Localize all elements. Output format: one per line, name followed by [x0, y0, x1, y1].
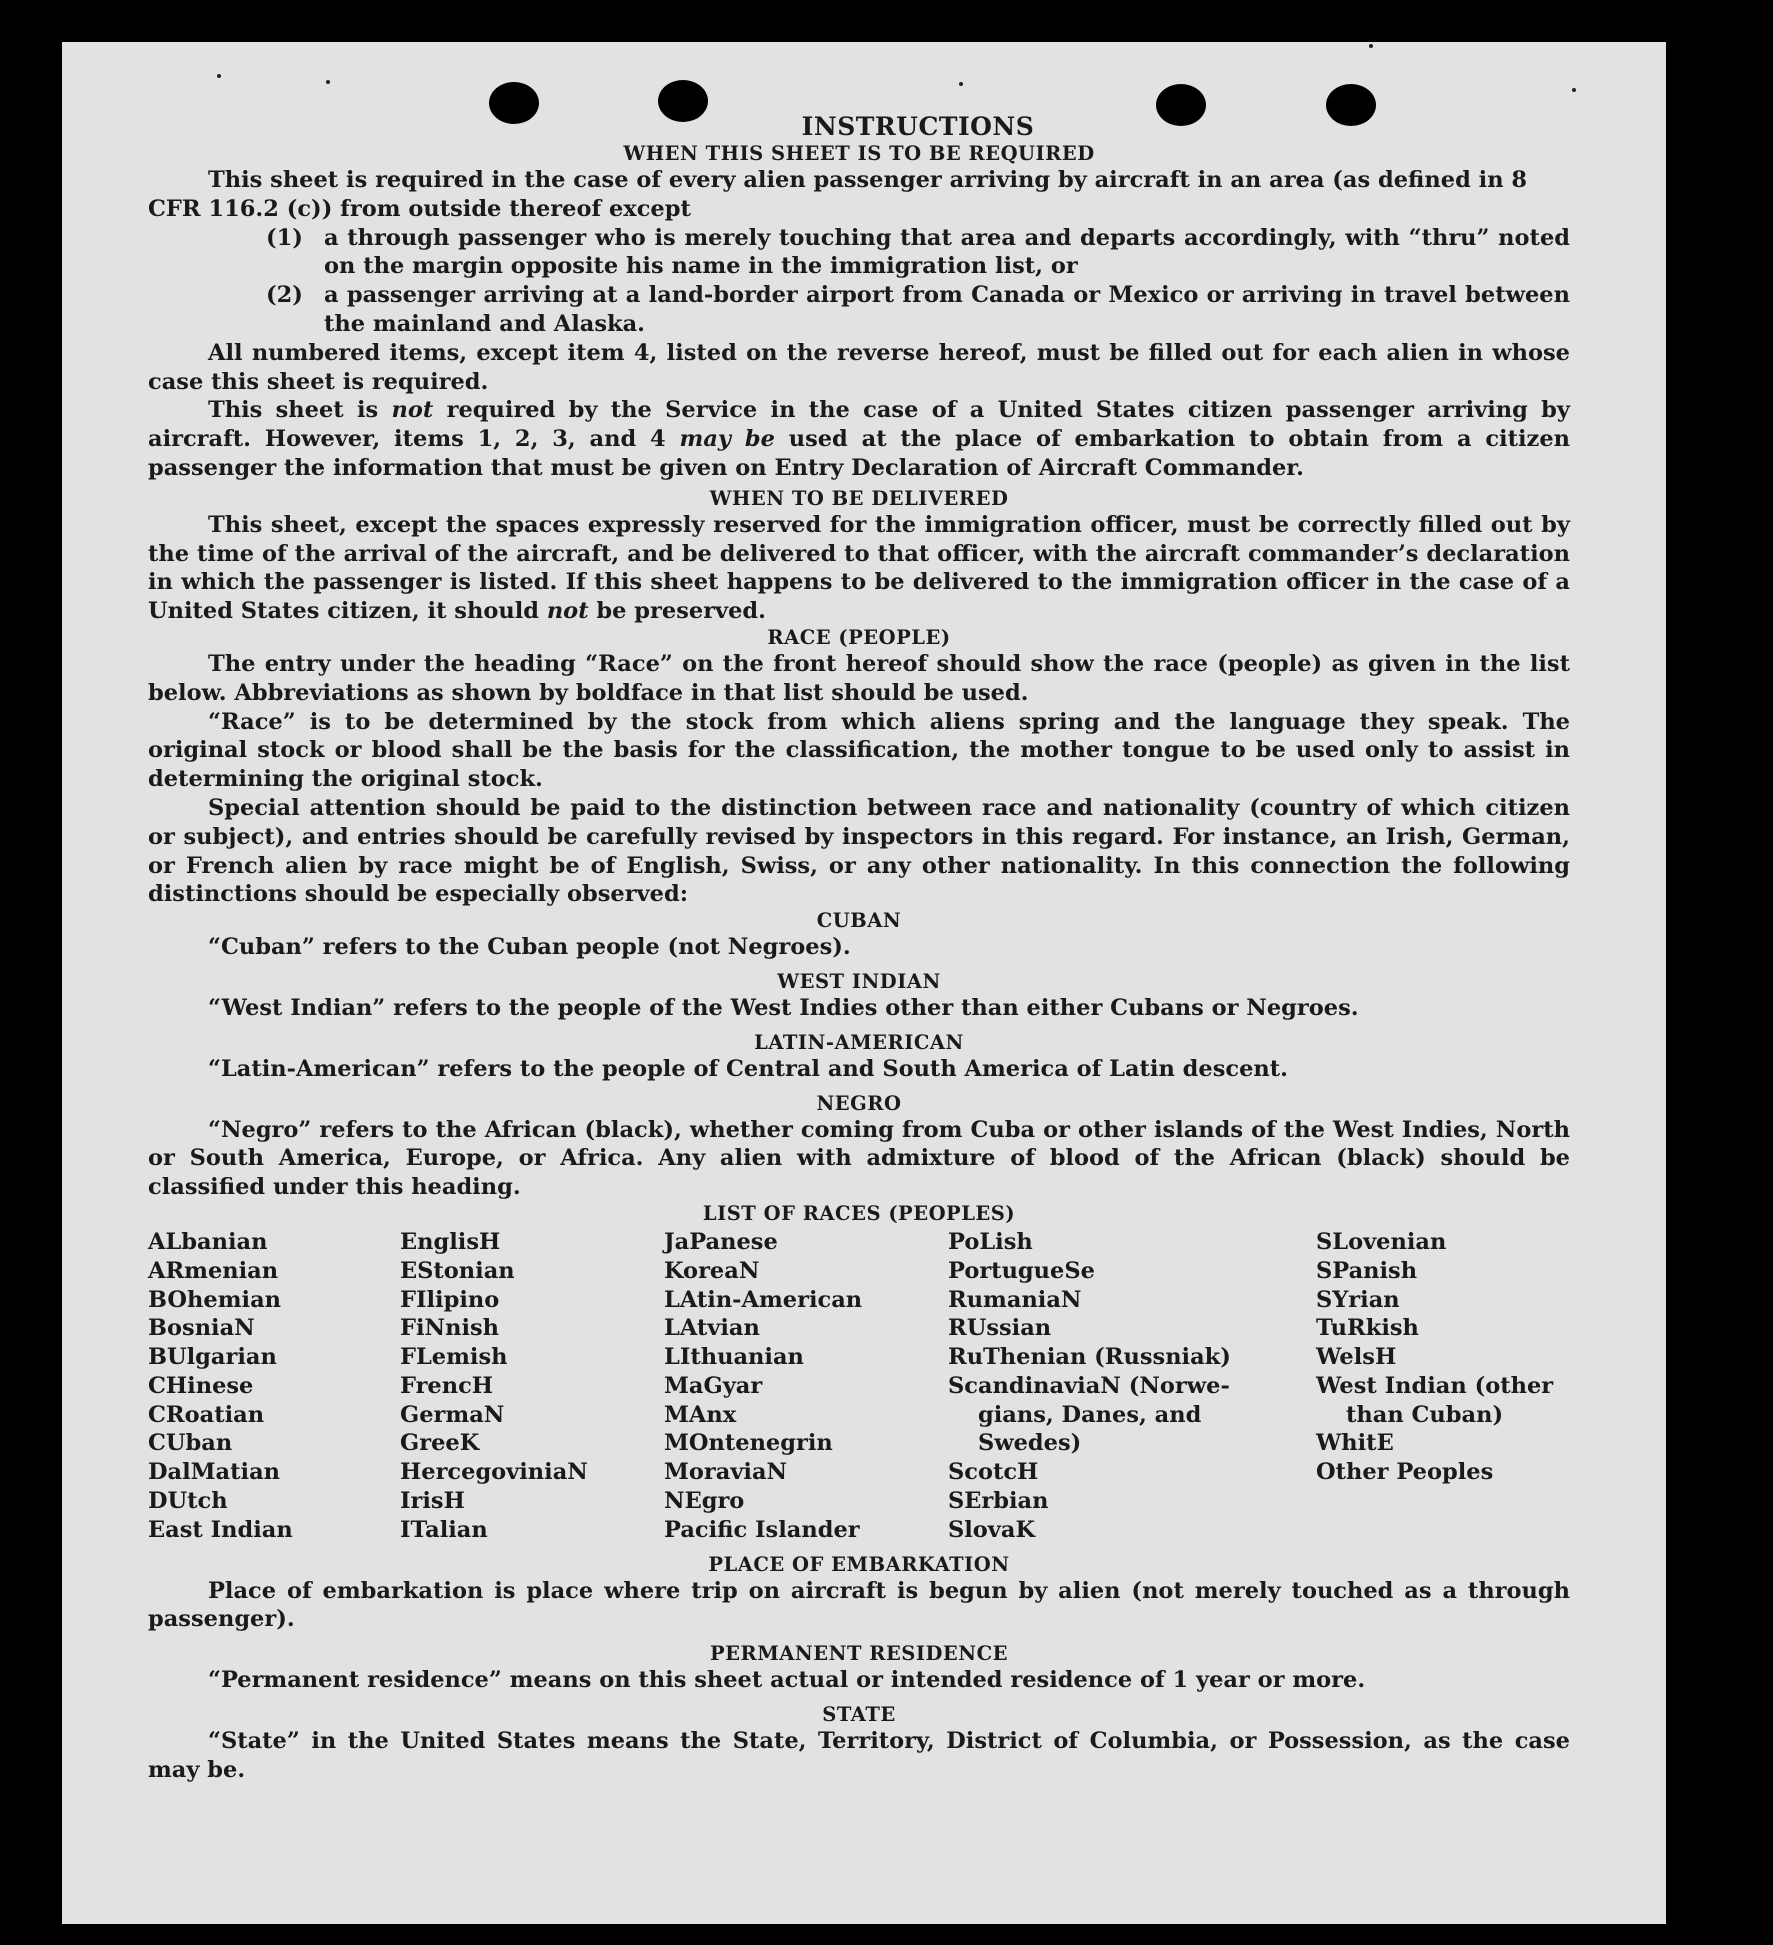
heading-west-indian: WEST INDIAN: [777, 969, 941, 993]
race-entry: SPanish: [1316, 1257, 1418, 1284]
heading-state: STATE: [822, 1703, 896, 1727]
speck-4: [1572, 88, 1576, 92]
race-entry: BosniaN: [148, 1315, 255, 1342]
instructions-text: [148, 112, 1570, 1785]
heading-place-of-embarkation: PLACE OF EMBARKATION: [708, 1552, 1010, 1576]
race-entry: CUban: [148, 1430, 233, 1457]
item-text: a passenger arriving at a land-border airport from Canada or Mexico or arriving in travel between the mainland and Alaska.: [324, 282, 1570, 337]
race-entry: MOntenegrin: [664, 1430, 833, 1457]
races-table: [148, 1228, 1570, 1545]
speck-1: [217, 74, 221, 78]
race-entry: SYrian: [1316, 1286, 1400, 1313]
race-entry: FIlipino: [400, 1286, 500, 1313]
emphasis-may-be: may be: [679, 426, 775, 453]
race-entry: MAnx: [664, 1401, 737, 1428]
item-number: (1): [266, 224, 303, 251]
race-entry: ALbanian: [148, 1228, 268, 1255]
text-run: be preserved.: [588, 598, 767, 625]
race-entry: TuRkish: [1316, 1315, 1419, 1342]
races-column-2: [400, 1228, 664, 1545]
race-entry: CHinese: [148, 1372, 254, 1399]
race-entry-continued: gians, Danes, and: [978, 1401, 1202, 1428]
race-entry: ARmenian: [148, 1257, 279, 1284]
speck-5: [1369, 44, 1373, 48]
numbered-items-paragraph: All numbered items, except item 4, listed on the reverse hereof, must be filled out for each alien in whose case this sheet is required.: [148, 339, 1570, 395]
race-paragraph-2: “Race” is to be determined by the stock from which aliens spring and the language they speak. The original stock or blood shall be the basis for the classification, the mother tongue to be used only to assist in determining the original stock.: [148, 708, 1570, 793]
race-entry: Other Peoples: [1316, 1459, 1494, 1486]
race-entry: SErbian: [948, 1488, 1049, 1515]
race-entry: HercegoviniaN: [400, 1459, 588, 1486]
text-run: in that list should be used.: [683, 679, 1029, 706]
cuban-definition: “Cuban” refers to the Cuban people (not Negroes).: [208, 934, 851, 961]
race-entry: WhitE: [1316, 1430, 1394, 1457]
emphasis-boldface: boldface: [575, 679, 684, 706]
race-entry: ScandinaviaN (Norwe-: [948, 1372, 1230, 1399]
intro-paragraph: This sheet is required in the case of every alien passenger arriving by aircraft in an area (as defined in 8 CFR 116.2 (c)) from outside thereof except: [148, 167, 1528, 222]
race-entry: GermaN: [400, 1401, 505, 1428]
exception-item-2: [148, 281, 1570, 339]
races-column-5: [1316, 1228, 1570, 1545]
speck-3: [959, 82, 963, 86]
text-run: This sheet, except the spaces expressly reserved for the immigration officer, must be correctly filled out by the time of the arrival of the aircraft, and be delivered to that officer, with the aircraft commander’s declaration in which the passenger is listed. If this sheet happens to be delivered to the immigration officer in the case of a United States citizen, it should: [148, 511, 1570, 625]
race-entry: CRoatian: [148, 1401, 265, 1428]
race-entry: FLemish: [400, 1344, 508, 1371]
race-entry: RuThenian (Russniak): [948, 1344, 1231, 1371]
race-paragraph-3: Special attention should be paid to the distinction between race and nationality (country of which citizen or subject), and entries should be carefully revised by inspectors in this regard. For instance, an Irish, German, or French alien by race might be of English, Swiss, or any other nationality. In this connection the following distinctions should be especially observed:: [148, 794, 1570, 908]
race-entry: Pacific Islander: [664, 1516, 860, 1543]
heading-when-delivered: WHEN TO BE DELIVERED: [709, 486, 1009, 510]
heading-permanent-residence: PERMANENT RESIDENCE: [709, 1642, 1008, 1666]
speck-2: [326, 80, 330, 84]
race-entry: JaPanese: [664, 1228, 778, 1255]
race-entry: ScotcH: [948, 1459, 1039, 1486]
race-entry: DalMatian: [148, 1459, 281, 1486]
heading-when-required: WHEN THIS SHEET IS TO BE REQUIRED: [623, 142, 1095, 165]
emphasis-not: not: [391, 397, 434, 424]
race-entry: RumaniaN: [948, 1286, 1082, 1313]
heading-latin-american: LATIN-AMERICAN: [754, 1030, 964, 1054]
race-entry: LAtvian: [664, 1315, 760, 1342]
race-entry: WelsH: [1316, 1344, 1397, 1371]
heading-list-of-races: LIST OF RACES (PEOPLES): [702, 1201, 1016, 1225]
race-entry: ITalian: [400, 1516, 488, 1543]
text-run: used at the place of embarkation to obtain from a citizen passenger the information that must be given on Entry Declaration of Aircraft Commander.: [148, 426, 1570, 481]
race-entry: RUssian: [948, 1315, 1052, 1342]
race-entry: LAtin-American: [664, 1286, 863, 1313]
citizen-paragraph: [148, 396, 1570, 482]
state-definition: “State” in the United States means the State, Territory, District of Columbia, or Possession, as the case may be.: [148, 1728, 1570, 1783]
emphasis-not: not: [546, 598, 589, 625]
race-entry: MoraviaN: [664, 1459, 788, 1486]
negro-definition: “Negro” refers to the African (black), whether coming from Cuba or other islands of the West Indies, North or South America, Europe, or Africa. Any alien with admixture of blood of the African (black) should be classified under this heading.: [148, 1116, 1570, 1201]
race-entry: SLovenian: [1316, 1228, 1447, 1255]
race-entry: EnglisH: [400, 1228, 501, 1255]
race-entry: BOhemian: [148, 1286, 282, 1313]
race-entry: PoLish: [948, 1228, 1033, 1255]
race-entry: MaGyar: [664, 1372, 763, 1399]
races-column-1: [148, 1228, 400, 1545]
race-entry: FiNnish: [400, 1315, 500, 1342]
race-entry: IrisH: [400, 1488, 465, 1515]
race-entry: FrencH: [400, 1372, 494, 1399]
item-number: (2): [266, 282, 303, 309]
races-column-4: [948, 1228, 1316, 1545]
race-entry: PortugueSe: [948, 1257, 1095, 1284]
race-entry: BUlgarian: [148, 1344, 277, 1371]
heading-negro: NEGRO: [816, 1091, 902, 1115]
race-entry: West Indian (other: [1316, 1372, 1554, 1399]
race-entry: SlovaK: [948, 1516, 1036, 1543]
races-column-3: [664, 1228, 948, 1545]
embarkation-definition: Place of embarkation is place where trip on aircraft is begun by alien (not merely touched as a through passenger).: [148, 1577, 1570, 1633]
residence-definition: “Permanent residence” means on this sheet actual or intended residence of 1 year or more.: [208, 1667, 1366, 1694]
heading-cuban: CUBAN: [816, 909, 902, 933]
race-entry-continued: than Cuban): [1346, 1401, 1504, 1428]
text-run: This sheet is: [208, 397, 392, 424]
delivery-paragraph: [148, 511, 1570, 626]
latin-american-definition: “Latin-American” refers to the people of Central and South America of Latin descent.: [208, 1055, 1288, 1082]
page-title: INSTRUCTIONS: [801, 112, 1035, 141]
heading-race: RACE (PEOPLE): [767, 625, 951, 649]
text-run: required by the Service in the case of a United States citizen passenger arriving by aircraft. However, items 1, 2, 3, and 4: [148, 397, 1570, 453]
race-paragraph-1: [148, 650, 1570, 708]
race-entry: EStonian: [400, 1257, 515, 1284]
exception-item-1: [148, 224, 1570, 282]
race-entry: NEgro: [664, 1488, 745, 1515]
race-entry: KoreaN: [664, 1257, 760, 1284]
race-entry-continued: Swedes): [978, 1430, 1082, 1457]
race-entry: GreeK: [400, 1430, 480, 1457]
west-indian-definition: “West Indian” refers to the people of the West Indies other than either Cubans or Negroes.: [208, 994, 1359, 1021]
race-entry: LIthuanian: [664, 1344, 804, 1371]
item-text: a through passenger who is merely touching that area and departs accordingly, with “thru” noted on the margin opposite his name in the immigration list, or: [324, 224, 1570, 280]
race-entry: DUtch: [148, 1488, 228, 1515]
race-entry: East Indian: [148, 1516, 293, 1543]
text-run: The entry under the heading “Race” on the front hereof should show the race (people) as given in the list below. Abbreviations as shown by: [148, 650, 1570, 706]
